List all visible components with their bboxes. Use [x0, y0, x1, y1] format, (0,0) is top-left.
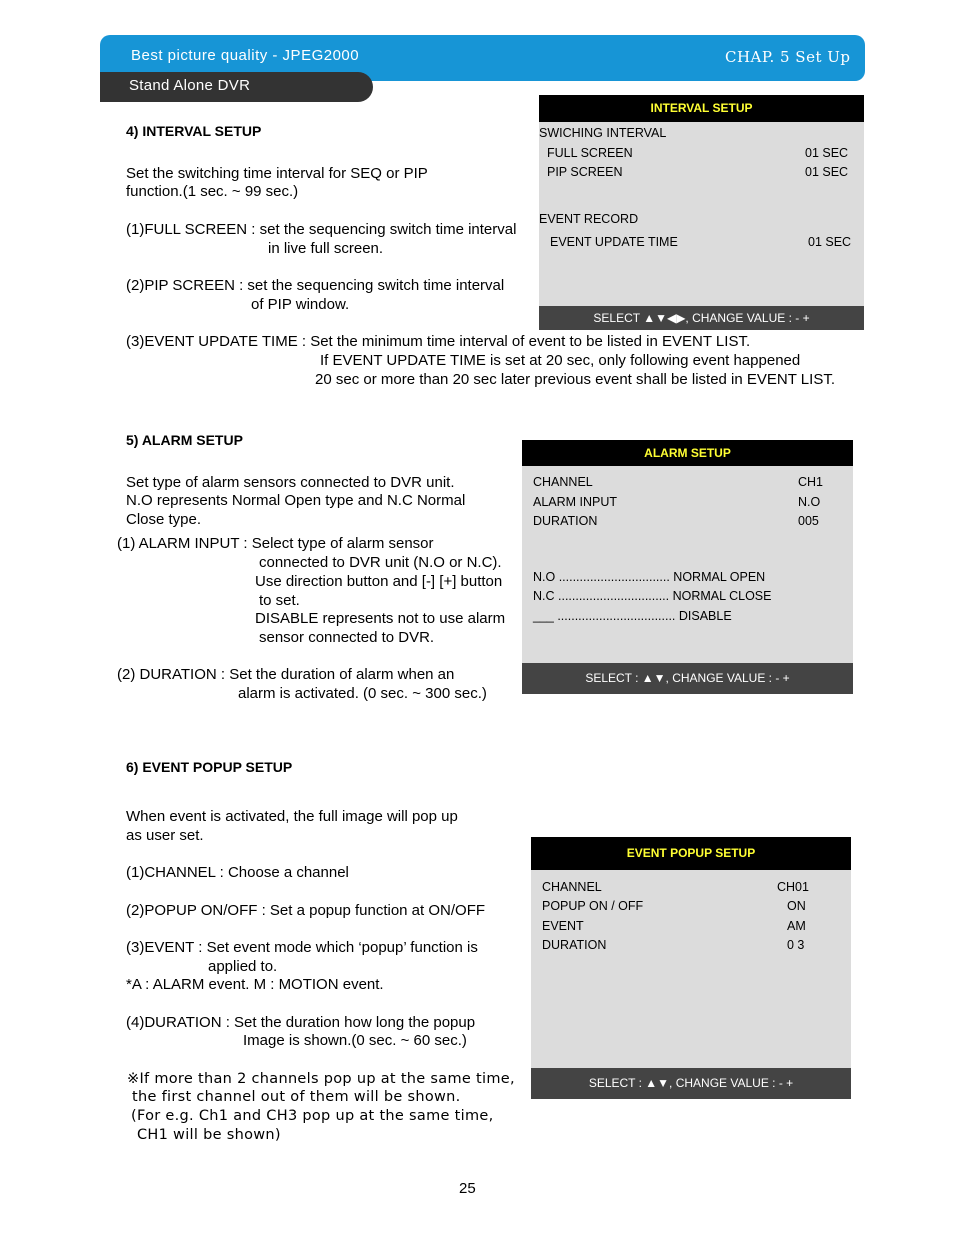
panel-row-label: ALARM INPUT — [533, 495, 618, 509]
panel-legend-line: ___ .................................. DISABLE — [533, 609, 732, 623]
popup-text-line: (3)EVENT : Set event mode which ‘popup’ function is — [126, 939, 478, 956]
panel-footer: SELECT : ▲▼, CHANGE VALUE : - + — [522, 663, 853, 694]
interval-text-line: Set the switching time interval for SEQ or PIP — [126, 165, 428, 182]
panel-row-value: CH1 — [798, 475, 824, 489]
interval-text-line: of PIP window. — [251, 296, 350, 313]
alarm-text-line: Use direction button and [-] [+] button — [255, 573, 503, 590]
panel-row-value: N.O — [798, 495, 821, 509]
alarm-text-line: Close type. — [126, 511, 202, 528]
interval-setup-panel — [539, 95, 864, 330]
interval-text-line: If EVENT UPDATE TIME is set at 20 sec, only following event happened — [320, 352, 801, 369]
popup-note-line: (For e.g. Ch1 and CH3 pop up at the same time, — [131, 1108, 494, 1124]
alarm-text-line: sensor connected to DVR. — [259, 629, 435, 646]
event-popup-setup-panel — [531, 837, 851, 1099]
chapter-label: CHAP. 5 Set Up — [725, 48, 851, 66]
popup-heading: 6) EVENT POPUP SETUP — [126, 759, 293, 775]
alarm-text-line: (2) DURATION : Set the duration of alarm when an — [117, 666, 455, 683]
popup-note-line: ※If more than 2 channels pop up at the same time, — [127, 1071, 515, 1087]
alarm-setup-panel — [522, 440, 853, 694]
alarm-text-line: Set type of alarm sensors connected to DVR unit. — [126, 474, 455, 491]
interval-heading: 4) INTERVAL SETUP — [126, 123, 262, 139]
popup-text-line: as user set. — [126, 827, 204, 844]
alarm-text-line: N.O represents Normal Open type and N.C Normal — [126, 492, 466, 509]
page-number: 25 — [459, 1180, 476, 1197]
popup-text-line: Image is shown.(0 sec. ~ 60 sec.) — [243, 1032, 467, 1049]
panel-row-value: 01 SEC — [805, 146, 849, 160]
popup-note-line: the first channel out of them will be shown. — [132, 1089, 461, 1105]
panel-footer: SELECT : ▲▼, CHANGE VALUE : - + — [531, 1068, 851, 1099]
panel-row-label: CHANNEL — [542, 880, 602, 894]
interval-text-line: function.(1 sec. ~ 99 sec.) — [126, 183, 299, 200]
interval-text-line: (3)EVENT UPDATE TIME : Set the minimum time interval of event to be listed in EVENT LIST. — [126, 333, 751, 350]
panel-row-value: 01 SEC — [805, 165, 849, 179]
panel-row-value: ON — [787, 899, 806, 913]
panel-row-label: EVENT UPDATE TIME — [550, 235, 678, 249]
panel-row-label: DURATION — [542, 938, 607, 952]
panel-title: EVENT POPUP SETUP — [531, 837, 851, 870]
alarm-text-line: alarm is activated. (0 sec. ~ 300 sec.) — [238, 685, 487, 702]
panel-row-label: PIP SCREEN — [547, 165, 623, 179]
popup-text-line: applied to. — [208, 958, 278, 975]
popup-text-line: When event is activated, the full image will pop up — [126, 808, 458, 825]
panel-row-label: DURATION — [533, 514, 598, 528]
panel-row-value: 01 SEC — [808, 235, 852, 249]
interval-text-line: in live full screen. — [268, 240, 384, 257]
panel-section-label: SWICHING INTERVAL — [539, 126, 667, 140]
alarm-text-line: to set. — [259, 592, 300, 609]
panel-row-label: CHANNEL — [533, 475, 593, 489]
panel-section-label: EVENT RECORD — [539, 212, 639, 226]
header-title: Best picture quality - JPEG2000 — [131, 47, 360, 64]
popup-text-line: (1)CHANNEL : Choose a channel — [126, 864, 349, 881]
panel-legend-line: N.C ................................ NORMAL CLOSE — [533, 589, 772, 603]
panel-row-value: 005 — [798, 514, 819, 528]
subheader-label: Stand Alone DVR — [129, 77, 251, 94]
panel-row-value: AM — [787, 919, 806, 933]
panel-row-label: POPUP ON / OFF — [542, 899, 644, 913]
popup-text-line: (4)DURATION : Set the duration how long the popup — [126, 1014, 476, 1031]
popup-text-line: *A : ALARM event. M : MOTION event. — [126, 976, 384, 993]
popup-text-line: (2)POPUP ON/OFF : Set a popup function at ON/OFF — [126, 902, 486, 919]
interval-text-line: (1)FULL SCREEN : set the sequencing switch time interval — [126, 221, 517, 238]
popup-note-line: CH1 will be shown) — [137, 1127, 281, 1143]
panel-row-value: CH01 — [777, 880, 809, 894]
panel-legend-line: N.O ................................ NORMAL OPEN — [533, 570, 766, 584]
alarm-heading: 5) ALARM SETUP — [126, 432, 243, 448]
panel-footer: SELECT ▲▼◀▶, CHANGE VALUE : - + — [539, 306, 864, 330]
panel-title: ALARM SETUP — [522, 440, 853, 466]
alarm-text-line: DISABLE represents not to use alarm — [255, 610, 506, 627]
interval-text-line: (2)PIP SCREEN : set the sequencing switch time interval — [126, 277, 505, 294]
panel-row-label: EVENT — [542, 919, 584, 933]
panel-title: INTERVAL SETUP — [539, 95, 864, 122]
alarm-text-line: connected to DVR unit (N.O or N.C). — [259, 554, 502, 571]
panel-row-label: FULL SCREEN — [547, 146, 633, 160]
panel-row-value: 0 3 — [787, 938, 805, 952]
interval-text-line: 20 sec or more than 20 sec later previous event shall be listed in EVENT LIST. — [315, 371, 835, 388]
alarm-text-line: (1) ALARM INPUT : Select type of alarm sensor — [117, 535, 434, 552]
